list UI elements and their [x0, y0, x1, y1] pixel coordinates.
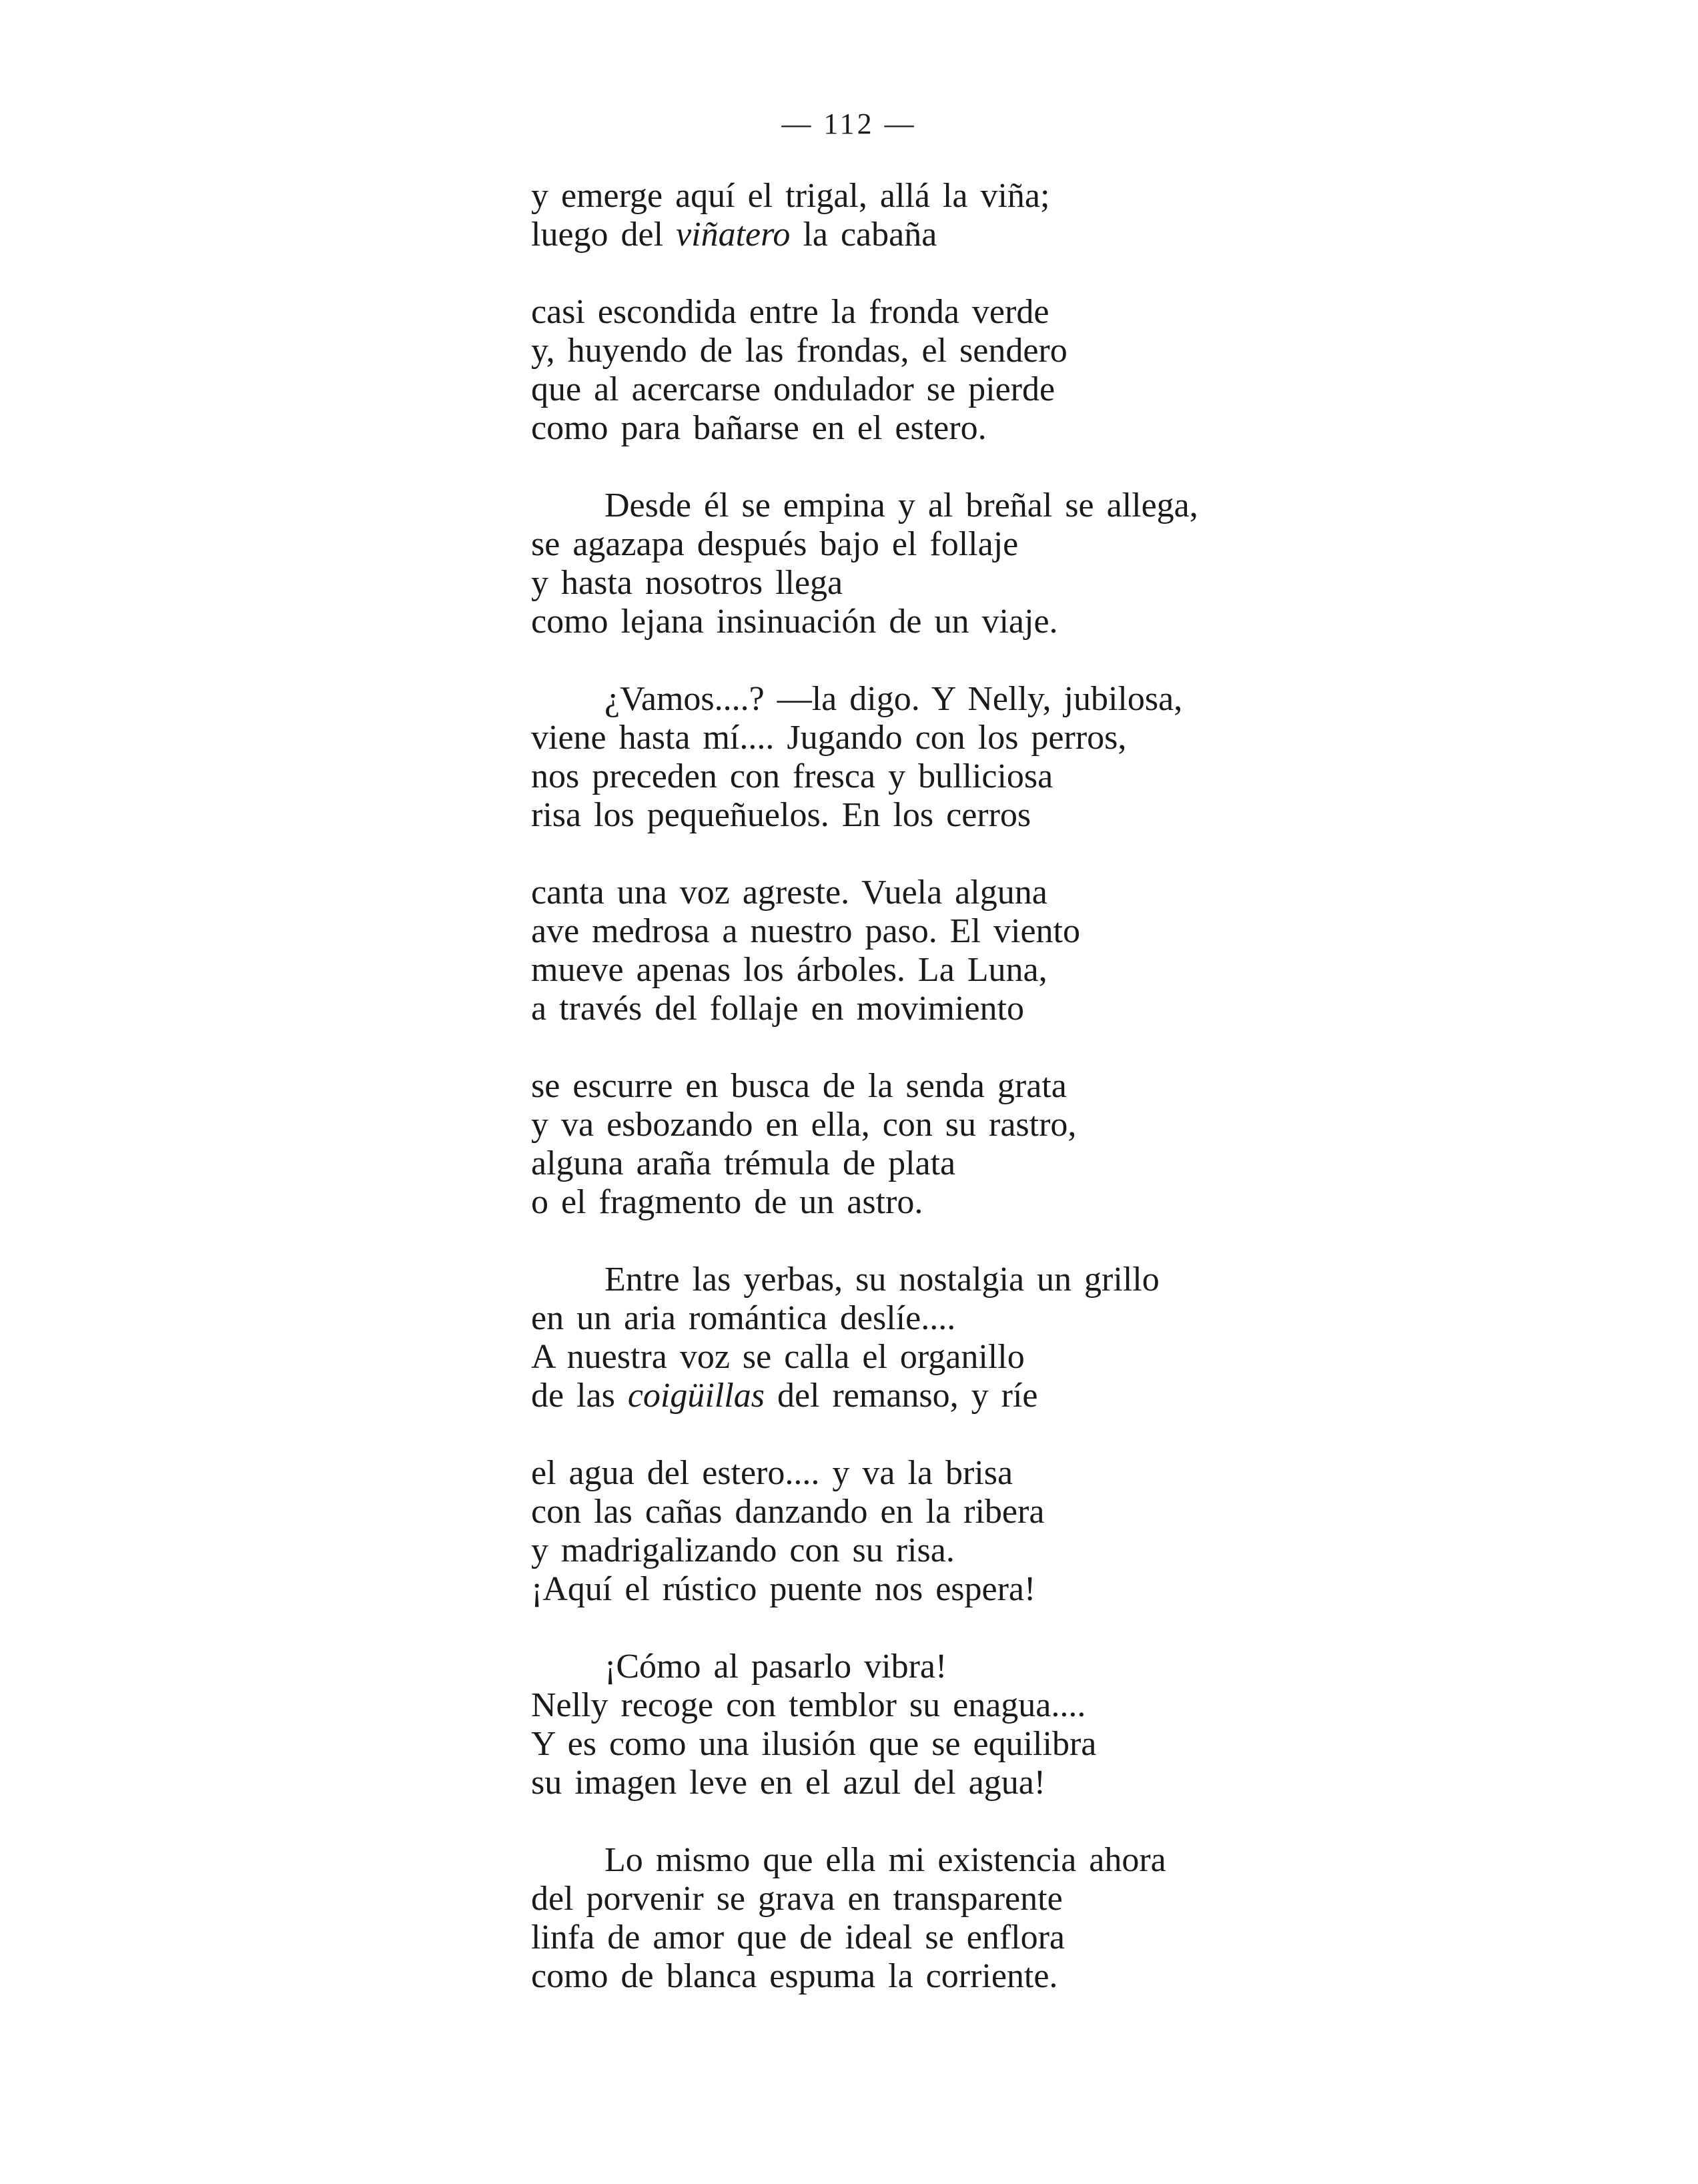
poem-line	[531, 1377, 1599, 1415]
line-text: o el fragmento de un astro.	[531, 1183, 923, 1221]
line-text: como de blanca espuma la corriente.	[531, 1957, 1058, 1995]
line-text: de las	[531, 1377, 628, 1415]
stanza	[531, 1454, 1599, 1609]
stanza	[531, 293, 1599, 448]
line-text: y, huyendo de las frondas, el sendero	[531, 332, 1068, 370]
line-text: del remanso, y ríe	[764, 1377, 1038, 1415]
line-text: su imagen leve en el azul del agua!	[531, 1764, 1046, 1802]
line-text: en un aria romántica deslíe....	[531, 1299, 956, 1337]
poem-line	[531, 370, 1599, 409]
line-text: y va esbozando en ella, con su rastro,	[531, 1106, 1077, 1144]
poem-line	[531, 293, 1599, 332]
line-text: y emerge aquí el trigal, allá la viña;	[531, 177, 1050, 215]
stanza	[531, 1648, 1599, 1802]
stanza	[531, 1841, 1599, 1996]
poem-line	[531, 1106, 1599, 1144]
line-text: con las cañas danzando en la ribera	[531, 1493, 1045, 1531]
line-text: linfa de amor que de ideal se enflora	[531, 1918, 1065, 1956]
line-text: la cabaña	[790, 216, 937, 254]
poem-line	[531, 486, 1599, 525]
poem-body	[531, 177, 1599, 1996]
poem-line	[531, 1841, 1599, 1880]
poem-line	[531, 1454, 1599, 1493]
poem-line	[531, 1686, 1599, 1725]
poem-line	[531, 873, 1599, 912]
poem-line	[531, 1338, 1599, 1377]
poem-line	[531, 409, 1599, 448]
poem-line	[531, 332, 1599, 370]
poem-line	[531, 1957, 1599, 1996]
poem-line	[531, 990, 1599, 1028]
line-text: el agua del estero.... y va la brisa	[531, 1454, 1013, 1492]
line-text: se agazapa después bajo el follaje	[531, 525, 1019, 563]
poem-line	[531, 951, 1599, 990]
poem-line	[531, 177, 1599, 216]
line-text: ave medrosa a nuestro paso. El viento	[531, 912, 1080, 950]
poem-line	[531, 1531, 1599, 1570]
poem-line	[531, 1918, 1599, 1957]
line-text: Lo mismo que ella mi existencia ahora	[604, 1841, 1166, 1879]
stanza	[531, 680, 1599, 835]
stanza	[531, 177, 1599, 254]
poem-line	[531, 1067, 1599, 1106]
poem-line	[531, 1648, 1599, 1686]
poem-line	[531, 757, 1599, 796]
line-text: Desde él se empina y al breñal se allega,	[604, 486, 1198, 524]
line-text: como lejana insinuación de un viaje.	[531, 603, 1058, 641]
poem-line	[531, 1144, 1599, 1183]
line-text: nos preceden con fresca y bulliciosa	[531, 757, 1053, 795]
line-text: a través del follaje en movimiento	[531, 990, 1024, 1028]
poem-line	[531, 216, 1599, 254]
line-text: luego del	[531, 216, 677, 254]
poem-line	[531, 1880, 1599, 1918]
poem-line	[531, 1764, 1599, 1802]
poem-line	[531, 719, 1599, 757]
italic-word: coigüillas	[627, 1377, 765, 1415]
line-text: y hasta nosotros llega	[531, 564, 843, 602]
poem-line	[531, 1493, 1599, 1531]
poem-line	[531, 796, 1599, 835]
stanza	[531, 1067, 1599, 1222]
line-text: ¡Cómo al pasarlo vibra!	[604, 1648, 947, 1686]
line-text: Entre las yerbas, su nostalgia un grillo	[604, 1260, 1160, 1299]
poem-line	[531, 564, 1599, 603]
poem-line	[531, 1725, 1599, 1764]
poem-line	[531, 912, 1599, 951]
line-text: Y es como una ilusión que se equilibra	[531, 1725, 1097, 1763]
line-text: risa los pequeñuelos. En los cerros	[531, 796, 1031, 834]
poem-line	[531, 1299, 1599, 1338]
line-text: que al acercarse ondulador se pierde	[531, 370, 1055, 408]
stanza	[531, 1260, 1599, 1415]
italic-word: viñatero	[676, 216, 791, 254]
line-text: viene hasta mí.... Jugando con los perros,	[531, 719, 1127, 757]
poem-line	[531, 603, 1599, 641]
stanza	[531, 873, 1599, 1028]
line-text: se escurre en busca de la senda grata	[531, 1067, 1067, 1105]
line-text: mueve apenas los árboles. La Luna,	[531, 951, 1047, 989]
line-text: A nuestra voz se calla el organillo	[531, 1338, 1025, 1376]
page-number: — 112 —	[781, 107, 917, 140]
poem-line	[531, 1570, 1599, 1609]
line-text: como para bañarse en el estero.	[531, 409, 987, 447]
stanza	[531, 486, 1599, 641]
line-text: alguna araña trémula de plata	[531, 1144, 956, 1182]
line-text: del porvenir se grava en transparente	[531, 1880, 1063, 1918]
line-text: casi escondida entre la fronda verde	[531, 293, 1049, 331]
line-text: ¿Vamos....? —la digo. Y Nelly, jubilosa,	[604, 680, 1183, 718]
line-text: ¡Aquí el rústico puente nos espera!	[531, 1570, 1036, 1608]
poem-line	[531, 680, 1599, 719]
poem-line	[531, 525, 1599, 564]
line-text: Nelly recoge con temblor su enagua....	[531, 1686, 1086, 1724]
poem-line	[531, 1260, 1599, 1299]
line-text: canta una voz agreste. Vuela alguna	[531, 873, 1047, 912]
poem-line	[531, 1183, 1599, 1222]
line-text: y madrigalizando con su risa.	[531, 1531, 955, 1569]
